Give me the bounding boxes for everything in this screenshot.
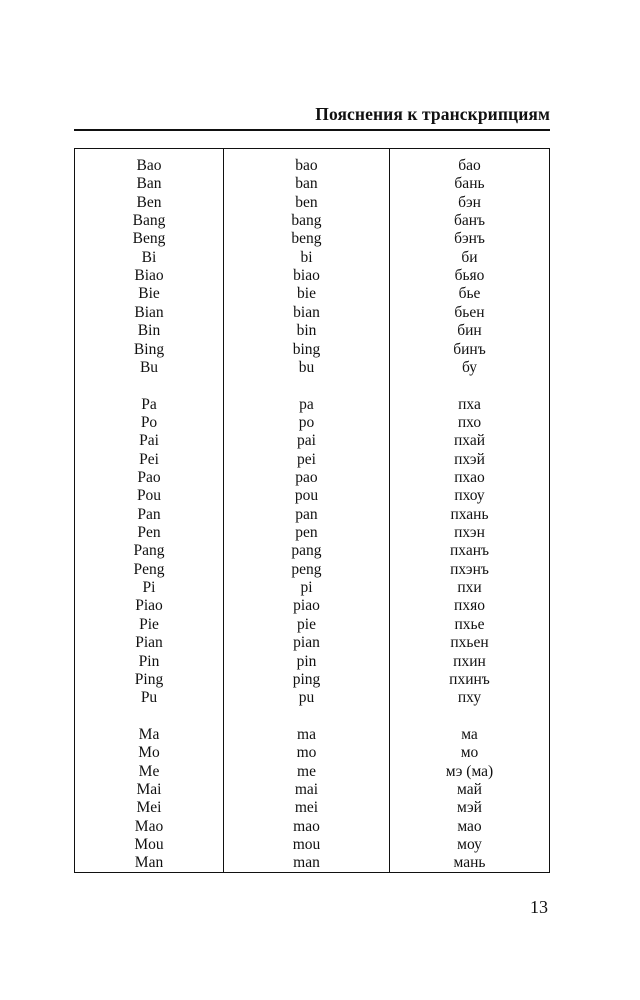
capitalized-syllable: Bin	[137, 322, 161, 340]
pinyin-syllable: man	[293, 854, 320, 872]
capitalized-syllable: Bu	[139, 358, 159, 376]
russian-transcription: пхинъ	[449, 670, 490, 688]
russian-transcription: пхай	[453, 432, 485, 450]
capitalized-syllable: Me	[138, 762, 160, 780]
page-number: 13	[530, 897, 548, 917]
pinyin-syllable: pi	[300, 579, 313, 597]
pinyin-syllable: ban	[295, 175, 318, 193]
pinyin-syllable: pang	[291, 542, 322, 560]
pinyin-syllable: pai	[297, 432, 316, 450]
russian-transcription: пху	[457, 689, 482, 707]
russian-transcription: мань	[453, 854, 486, 872]
russian-transcription: би	[461, 248, 478, 266]
russian-transcription: пхяо	[454, 597, 485, 615]
pinyin-syllable: pa	[299, 395, 314, 413]
pinyin-syllable: bie	[297, 285, 316, 303]
pinyin-syllable: mou	[292, 836, 321, 853]
column-russian-transcriptions	[390, 149, 549, 872]
pinyin-syllable: pu	[298, 689, 315, 707]
capitalized-syllable: Pen	[137, 524, 161, 541]
russian-transcription: пхэн	[454, 524, 485, 541]
russian-transcription: ма	[461, 725, 478, 743]
russian-transcription: бу	[461, 358, 478, 376]
pinyin-syllable: bing	[292, 340, 321, 358]
capitalized-syllable: Bi	[141, 248, 157, 266]
pinyin-syllable: ben	[295, 193, 318, 211]
capitalized-syllable: Peng	[133, 560, 165, 578]
russian-transcription: пхао	[454, 469, 485, 486]
capitalized-syllable: Bian	[134, 303, 164, 321]
pinyin-syllable: pian	[293, 634, 320, 652]
pinyin-syllable: mo	[296, 744, 317, 762]
capitalized-syllable: Bing	[133, 340, 165, 358]
russian-transcription: май	[457, 780, 482, 798]
capitalized-syllable: Pie	[139, 615, 159, 633]
pinyin-syllable: bi	[300, 248, 313, 266]
russian-transcription: бао	[458, 157, 481, 174]
pinyin-syllable: pin	[296, 652, 317, 670]
capitalized-syllable: Bao	[136, 157, 162, 174]
transcription-table	[74, 148, 550, 873]
russian-transcription: пхань	[450, 505, 489, 523]
capitalized-syllable: Mo	[138, 744, 160, 762]
pinyin-syllable: mao	[293, 817, 320, 835]
capitalized-syllable: Beng	[132, 230, 166, 248]
capitalized-syllable: Pei	[139, 450, 159, 468]
pinyin-syllable: pie	[297, 615, 316, 633]
pinyin-syllable: pen	[295, 524, 318, 541]
pinyin-syllable: bao	[295, 157, 318, 174]
pinyin-syllable: bang	[291, 212, 322, 230]
russian-transcription: бэн	[458, 193, 481, 211]
russian-transcription: пхин	[453, 652, 486, 670]
capitalized-syllable: Ping	[134, 670, 164, 688]
pinyin-syllable: me	[297, 762, 316, 780]
pinyin-syllable: pou	[294, 487, 319, 505]
capitalized-syllable: Piao	[135, 597, 163, 615]
capitalized-syllable: Po	[140, 413, 158, 431]
capitalized-syllable: Pai	[139, 432, 159, 450]
capitalized-syllable: Ma	[138, 725, 160, 743]
russian-transcription: пхье	[454, 615, 485, 633]
russian-transcription: бин	[457, 322, 482, 340]
capitalized-syllable: Ban	[136, 175, 162, 193]
capitalized-syllable: Biao	[134, 267, 164, 285]
russian-transcription: мо	[460, 744, 479, 762]
pinyin-syllable: pei	[297, 450, 316, 468]
capitalized-syllable: Pou	[136, 487, 162, 505]
pinyin-syllable: piao	[293, 597, 320, 615]
capitalized-syllable: Bie	[138, 285, 160, 303]
pinyin-syllable: bin	[296, 322, 317, 340]
capitalized-syllable: Mao	[134, 817, 164, 835]
pinyin-syllable: biao	[293, 267, 320, 285]
pinyin-syllable: bu	[298, 358, 315, 376]
russian-transcription: пхи	[457, 579, 482, 597]
pinyin-syllable: mei	[294, 799, 319, 817]
pinyin-syllable: beng	[291, 230, 322, 248]
capitalized-syllable: Pa	[141, 395, 157, 413]
russian-transcription: бэнъ	[454, 230, 485, 248]
capitalized-syllable: Pian	[135, 634, 163, 652]
russian-transcription: мэ (ма)	[445, 762, 494, 780]
russian-transcription: пхьен	[450, 634, 489, 652]
russian-transcription: пхэнъ	[450, 560, 489, 578]
russian-transcription: бинъ	[453, 340, 486, 358]
capitalized-syllable: Pang	[133, 542, 165, 560]
russian-transcription: бьяо	[454, 267, 485, 285]
russian-transcription: бьен	[454, 303, 485, 321]
capitalized-syllable: Ben	[136, 193, 162, 211]
pinyin-syllable: pao	[295, 469, 318, 486]
russian-transcription: бань	[454, 175, 485, 193]
capitalized-syllable: Pu	[140, 689, 158, 707]
header-rule	[74, 129, 550, 131]
russian-transcription: пхо	[457, 413, 482, 431]
russian-transcription: бье	[458, 285, 481, 303]
russian-transcription: мэй	[457, 799, 482, 817]
pinyin-syllable: po	[298, 413, 315, 431]
capitalized-syllable: Mei	[136, 799, 162, 817]
column-capitalized-syllables	[75, 149, 224, 872]
pinyin-syllable: peng	[291, 560, 322, 578]
russian-transcription: мао	[457, 817, 482, 835]
capitalized-syllable: Mai	[136, 780, 162, 798]
pinyin-syllable: bian	[293, 303, 320, 321]
capitalized-syllable: Bang	[132, 212, 166, 230]
capitalized-syllable: Pao	[137, 469, 161, 486]
russian-transcription: пхэй	[454, 450, 485, 468]
capitalized-syllable: Mou	[134, 836, 164, 853]
capitalized-syllable: Pin	[138, 652, 160, 670]
pinyin-syllable: ping	[292, 670, 321, 688]
russian-transcription: пха	[458, 395, 481, 413]
russian-transcription: пханъ	[449, 542, 490, 560]
column-pinyin-syllables	[224, 149, 390, 872]
pinyin-syllable: pan	[295, 505, 318, 523]
russian-transcription: пхоу	[454, 487, 485, 505]
capitalized-syllable: Pan	[137, 505, 161, 523]
page-header-title: Пояснения к транскрипциям	[315, 104, 550, 124]
pinyin-syllable: ma	[297, 725, 316, 743]
russian-transcription: банъ	[453, 212, 486, 230]
russian-transcription: моу	[457, 836, 482, 853]
capitalized-syllable: Pi	[142, 579, 156, 597]
pinyin-syllable: mai	[294, 780, 319, 798]
capitalized-syllable: Man	[134, 854, 164, 872]
